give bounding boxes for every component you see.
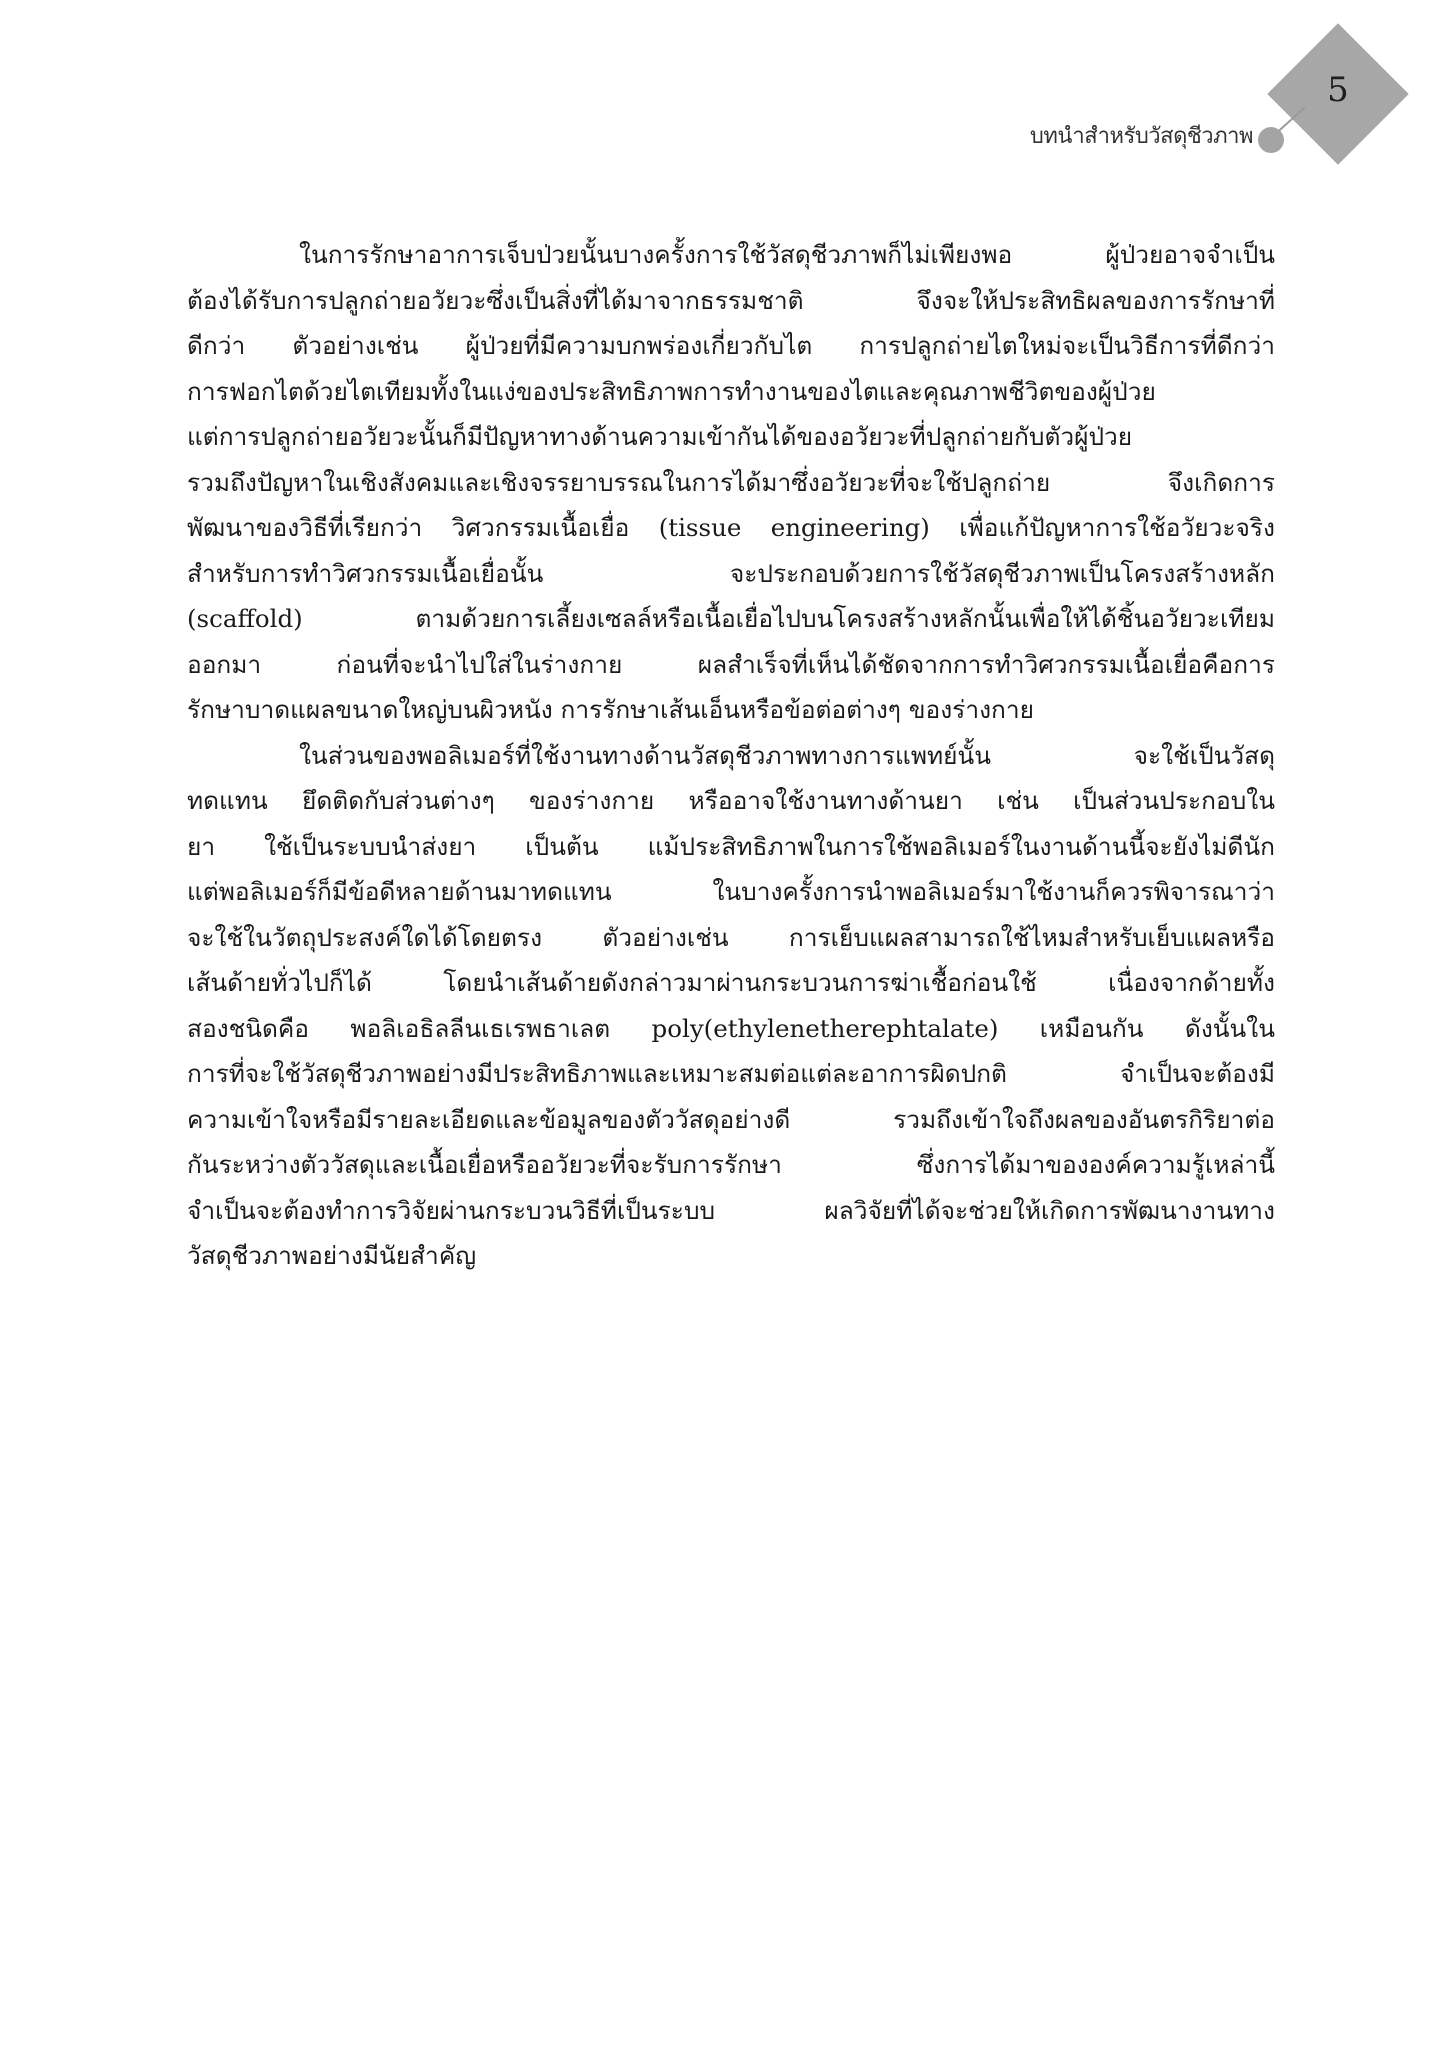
- text-line: (scaffold) ตามด้วยการเลี้ยงเซลล์หรือเนื้อเยื่อไปบนโครงสร้างหลักนั้นเพื่อให้ได้ชิ้นอวัยวะเทียม: [187, 604, 1275, 633]
- header-dot-ornament: [1258, 127, 1284, 153]
- paragraph-2: [187, 733, 1275, 1279]
- text-line: ความเข้าใจหรือมีรายละเอียดและข้อมูลของตัววัสดุอย่างดี รวมถึงเข้าใจถึงผลของอันตรกิริยาต่อ: [187, 1104, 1275, 1134]
- text-line: พัฒนาของวิธีที่เรียกว่า วิศวกรรมเนื้อเยื่อ (tissue engineering) เพื่อแก้ปัญหาการใช้อวัยวะจริง: [187, 513, 1275, 542]
- text-line: เส้นด้ายทั่วไปก็ได้ โดยนำเส้นด้ายดังกล่าวมาผ่านกระบวนการฆ่าเชื้อก่อนใช้ เนื่องจากด้ายทั้ง: [187, 968, 1275, 997]
- text-line: รวมถึงปัญหาในเชิงสังคมและเชิงจรรยาบรรณในการได้มาซึ่งอวัยวะที่จะใช้ปลูกถ่าย จึงเกิดการ: [187, 467, 1275, 497]
- text-line: ดีกว่า ตัวอย่างเช่น ผู้ป่วยที่มีความบกพร่องเกี่ยวกับไต การปลูกถ่ายไตใหม่จะเป็นวิธีการที่ดีกว่า: [187, 331, 1275, 360]
- page-number: 5: [1327, 70, 1349, 110]
- text-line: กันระหว่างตัววัสดุและเนื้อเยื่อหรืออวัยวะที่จะรับการรักษา ซึ่งการได้มาขององค์ความรู้เหล่านี้: [187, 1150, 1275, 1179]
- text-line: ในส่วนของพอลิเมอร์ที่ใช้งานทางด้านวัสดุชีวภาพทางการแพทย์นั้น จะใช้เป็นวัสดุ: [299, 740, 1275, 770]
- text-line: รักษาบาดแผลขนาดใหญ่บนผิวหนัง การรักษาเส้นเอ็นหรือข้อต่อต่างๆ ของร่างกาย: [187, 695, 1034, 724]
- text-line: สำหรับการทำวิศวกรรมเนื้อเยื่อนั้น จะประกอบด้วยการใช้วัสดุชีวภาพเป็นโครงสร้างหลัก: [187, 558, 1275, 588]
- text-line: แต่การปลูกถ่ายอวัยวะนั้นก็มีปัญหาทางด้านความเข้ากันได้ของอวัยวะที่ปลูกถ่ายกับตัวผู้ป่วย: [187, 422, 1133, 451]
- text-line: ยา ใช้เป็นระบบนำส่งยา เป็นต้น แม้ประสิทธิภาพในการใช้พอลิเมอร์ในงานด้านนี้จะยังไม่ดีนัก: [187, 831, 1275, 861]
- text-line: จะใช้ในวัตถุประสงค์ใดได้โดยตรง ตัวอย่างเช่น การเย็บแผลสามารถใช้ไหมสำหรับเย็บแผลหรือ: [187, 922, 1275, 952]
- text-line: การที่จะใช้วัสดุชีวภาพอย่างมีประสิทธิภาพและเหมาะสมต่อแต่ละอาการผิดปกติ จำเป็นจะต้องมี: [187, 1059, 1275, 1088]
- body-text: [187, 232, 1275, 1279]
- text-line: จำเป็นจะต้องทำการวิจัยผ่านกระบวนวิธีที่เป็นระบบ ผลวิจัยที่ได้จะช่วยให้เกิดการพัฒนางานทาง: [187, 1195, 1275, 1225]
- text-line: สองชนิดคือ พอลิเอธิลลีนเธเรพธาเลต poly(ethylenetherephtalate) เหมือนกัน ดังนั้นใน: [187, 1013, 1275, 1043]
- text-line: ออกมา ก่อนที่จะนำไปใส่ในร่างกาย ผลสำเร็จที่เห็นได้ชัดจากการทำวิศวกรรมเนื้อเยื่อคือการ: [187, 649, 1275, 679]
- text-line: การฟอกไตด้วยไตเทียมทั้งในแง่ของประสิทธิภาพการทำงานของไตและคุณภาพชีวิตของผู้ป่วย: [187, 376, 1156, 406]
- running-title: บทนำสำหรับวัสดุชีวภาพ: [1029, 124, 1253, 149]
- text-line: ในการรักษาอาการเจ็บป่วยนั้นบางครั้งการใช้วัสดุชีวภาพก็ไม่เพียงพอ ผู้ป่วยอาจจำเป็น: [299, 240, 1275, 269]
- text-line: วัสดุชีวภาพอย่างมีนัยสำคัญ: [187, 1241, 477, 1270]
- paragraph-1: [187, 232, 1275, 733]
- text-line: ทดแทน ยึดติดกับส่วนต่างๆ ของร่างกาย หรืออาจใช้งานทางด้านยา เช่น เป็นส่วนประกอบใน: [187, 786, 1275, 815]
- text-line: ต้องได้รับการปลูกถ่ายอวัยวะซึ่งเป็นสิ่งที่ได้มาจากธรรมชาติ จึงจะให้ประสิทธิผลของการรักษาที่: [187, 285, 1275, 315]
- text-line: แต่พอลิเมอร์ก็มีข้อดีหลายด้านมาทดแทน ในบางครั้งการนำพอลิเมอร์มาใช้งานก็ควรพิจารณาว่า: [187, 877, 1275, 906]
